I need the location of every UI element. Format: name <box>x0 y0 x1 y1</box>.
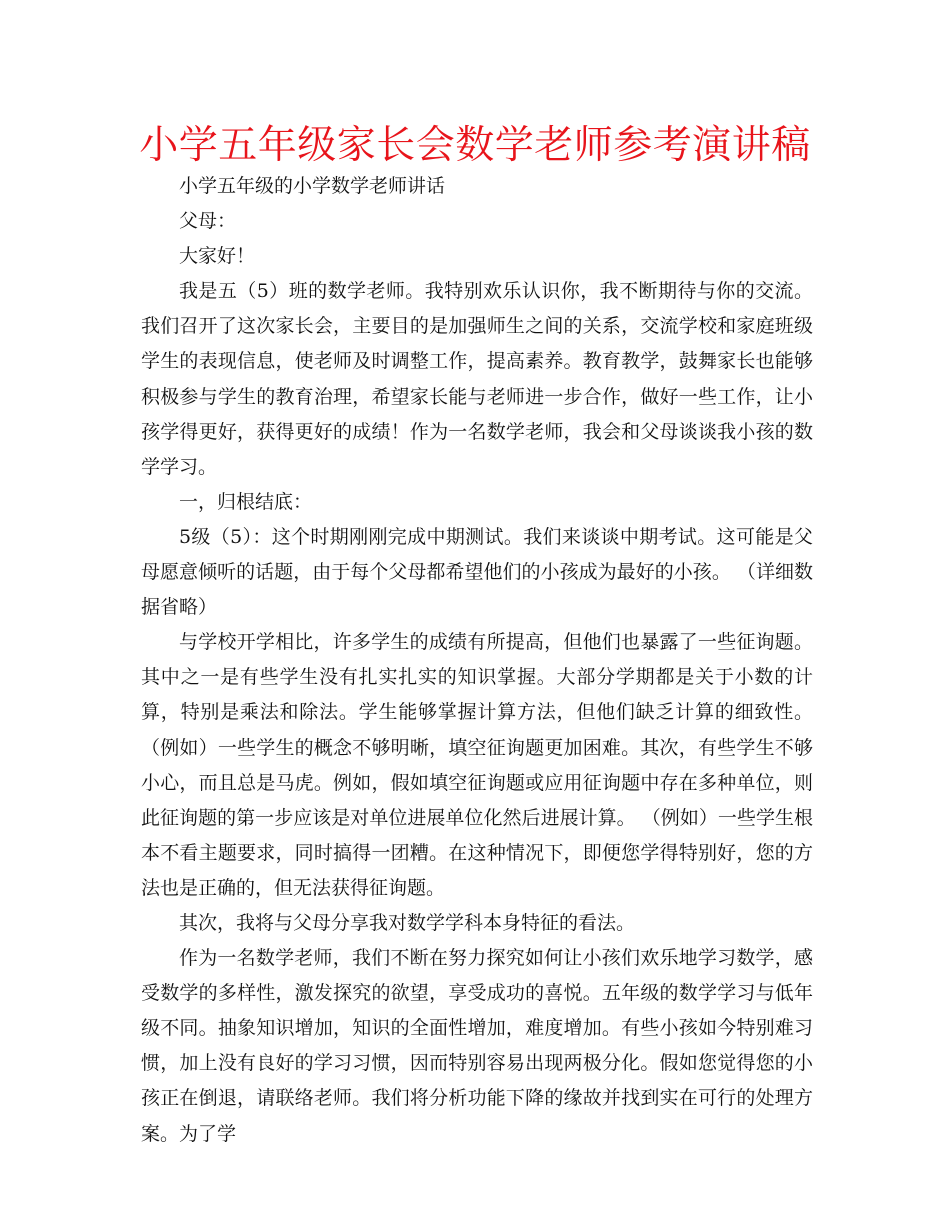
salutation: 父母： <box>179 210 237 233</box>
section-heading-summary: 一，归根结底： <box>179 490 313 513</box>
intro-paragraph: 我是五（5）班的数学老师。我特别欢乐认识你，我不断期待与你的交流。我们召开了这次家长会，主要目的是加强师生之间的关系，交流学校和家庭班级学生的表现信息，使老师及时调整工作，提高素养。教育教学，鼓舞家长也能够积极参与学生的教育治理，希望家长能与老师进一步合作，做好一些工作，让小孩学得更好，获得更好的成绩！作为一名数学老师，我会和父母谈谈我小孩的数学学习。 <box>141 280 813 478</box>
math-features-paragraph: 作为一名数学老师，我们不断在努力探究如何让小孩们欢乐地学习数学，感受数学的多样性，激发探究的欲望，享受成功的喜悦。五年级的数学学习与低年级不同。抽象知识增加，知识的全面性增加，难度增加。有些小孩如今特别难习惯，加上没有良好的学习习惯，因而特别容易出现两极分化。假如您觉得您的小孩正在倒退，请联络老师。我们将分析功能下降的缘故并找到实在可行的处理方案。为了学 <box>141 947 813 1145</box>
section-heading-second: 其次，我将与父母分享我对数学学科本身特征的看法。 <box>179 911 636 934</box>
exam-paragraph: 5级（5）：这个时期刚刚完成中期测试。我们来谈谈中期考试。这可能是父母愿意倾听的话题，由于每个父母都希望他们的小孩成为最好的小孩。 （详细数据省略） <box>141 525 813 619</box>
document-body <box>141 169 813 1152</box>
greeting: 大家好！ <box>179 245 256 268</box>
speech-subtitle: 小学五年级的小学数学老师讲话 <box>179 175 446 197</box>
document-title: 小学五年级家长会数学老师参考演讲稿 <box>139 123 811 168</box>
problems-paragraph: 与学校开学相比，许多学生的成绩有所提高，但他们也暴露了一些征询题。其中之一是有些学生没有扎实扎实的知识掌握。大部分学期都是关于小数的计算，特别是乘法和除法。学生能够掌握计算方法，但他们缺乏计算的细致性。 （例如）一些学生的概念不够明晰，填空征询题更加困难。其次，有些学生不够小心，而且总是马虎。例如，假如填空征询题或应用征询题中存在多种单位，则此征询题的第一步应该是对单位进展单位化然后进展计算。 （例如）一些学生根本不看主题要求，同时搞得一团糟。在这种情况下，即便您学得特别好，您的方法也是正确的，但无法获得征询题。 <box>141 631 813 899</box>
